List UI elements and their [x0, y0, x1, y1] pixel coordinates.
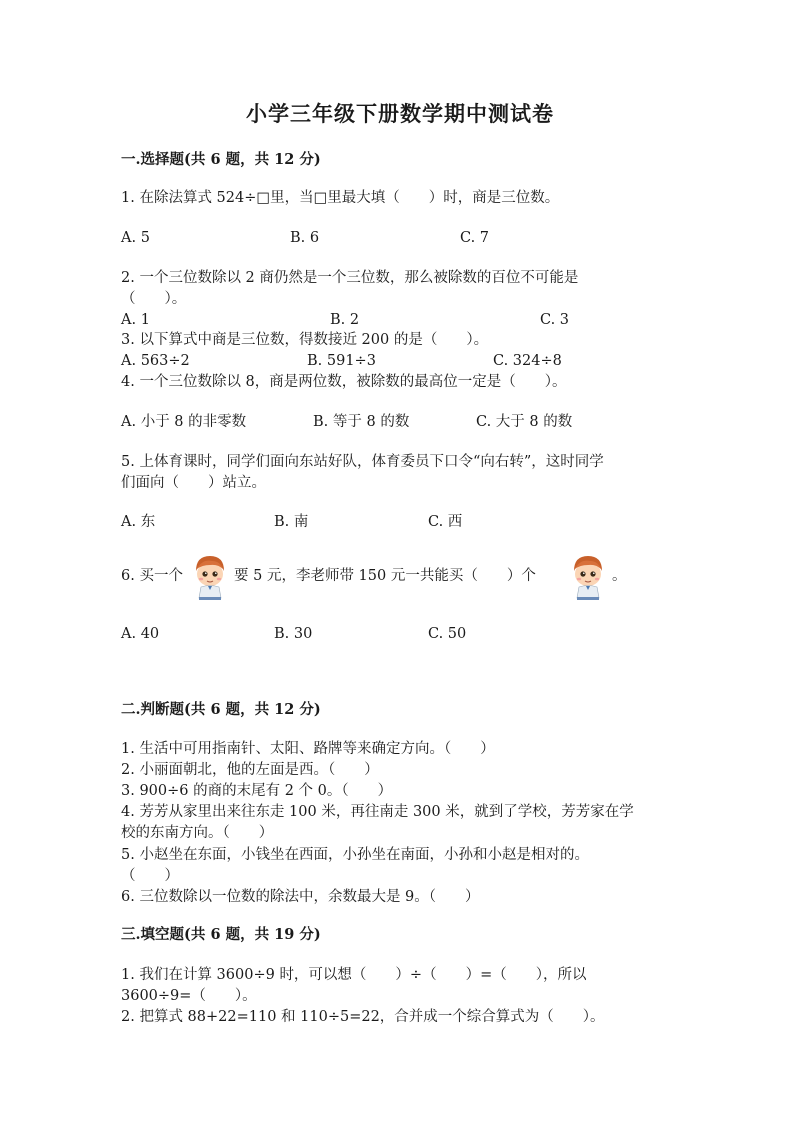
judgement-item: 校的东南方向。（ ）	[121, 825, 274, 841]
q3-option-a: A. 563÷2	[121, 353, 190, 369]
q4-option-a: A. 小于 8 的非零数	[121, 414, 247, 430]
q1-option-c: C. 7	[460, 230, 490, 246]
question-2-line2: （ ）。	[121, 291, 187, 307]
q6-option-b: B. 30	[274, 626, 313, 642]
judgement-item: 3. 900÷6 的商的末尾有 2 个 0。（ ）	[121, 783, 393, 799]
judgement-item: 1. 生活中可用指南针、太阳、路牌等来确定方向。（ ）	[121, 741, 495, 757]
q3-option-c: C. 324÷8	[493, 353, 562, 369]
q2-option-b: B. 2	[330, 312, 360, 328]
fill-item: 1. 我们在计算 3600÷9 时，可以想（ ）÷（ ）=（ ），所以	[121, 967, 587, 983]
q4-option-c: C. 大于 8 的数	[476, 414, 573, 430]
question-2-line1: 2. 一个三位数除以 2 商仍然是一个三位数，那么被除数的百位不可能是	[121, 270, 579, 286]
judgement-item: 2. 小丽面朝北，他的左面是西。（ ）	[121, 762, 379, 778]
question-3: 3. 以下算式中商是三位数，得数接近 200 的是（ ）。	[121, 332, 489, 348]
boy-cartoon-icon	[568, 553, 608, 601]
question-6-part3: 。	[612, 568, 627, 584]
question-4: 4. 一个三位数除以 8，商是两位数，被除数的最高位一定是（ ）。	[121, 374, 567, 390]
q3-option-b: B. 591÷3	[307, 353, 376, 369]
q1-option-a: A. 5	[121, 230, 150, 246]
judgement-item: 5. 小赵坐在东面，小钱坐在西面，小孙坐在南面，小孙和小赵是相对的。	[121, 847, 589, 863]
question-5-line2: 们面向（ ）站立。	[121, 475, 266, 491]
section-heading-choice: 一.选择题(共 6 题，共 12 分)	[121, 151, 321, 168]
boy-cartoon-icon	[190, 553, 230, 601]
fill-item: 2. 把算式 88+22=110 和 110÷5=22，合并成一个综合算式为（ ）。	[121, 1009, 605, 1025]
section-heading-judgement: 二.判断题(共 6 题，共 12 分)	[121, 701, 321, 718]
fill-item: 3600÷9=（ ）。	[121, 988, 257, 1004]
q5-option-c: C. 西	[428, 514, 463, 530]
question-6-part2: 要 5 元，李老师带 150 元一共能买（ ）个	[234, 568, 536, 584]
judgement-item: 6. 三位数除以一位数的除法中，余数最大是 9。（ ）	[121, 889, 480, 905]
question-5-line1: 5. 上体育课时，同学们面向东站好队，体育委员下口令“向右转”，这时同学	[121, 454, 604, 470]
section-heading-fill-in: 三.填空题(共 6 题，共 19 分)	[121, 926, 321, 943]
page-title: 小学三年级下册数学期中测试卷	[246, 101, 554, 126]
q5-option-a: A. 东	[121, 514, 156, 530]
q2-option-a: A. 1	[121, 312, 150, 328]
question-1: 1. 在除法算式 524÷□里，当□里最大填（ ）时，商是三位数。	[121, 190, 560, 206]
q6-option-a: A. 40	[121, 626, 160, 642]
q5-option-b: B. 南	[274, 514, 309, 530]
judgement-item: （ ）	[121, 868, 179, 884]
q6-option-c: C. 50	[428, 626, 467, 642]
q4-option-b: B. 等于 8 的数	[313, 414, 410, 430]
q1-option-b: B. 6	[290, 230, 320, 246]
judgement-item: 4. 芳芳从家里出来往东走 100 米，再往南走 300 米，就到了学校，芳芳家在学	[121, 804, 634, 820]
question-6-part1: 6. 买一个	[121, 568, 183, 584]
q2-option-c: C. 3	[540, 312, 570, 328]
